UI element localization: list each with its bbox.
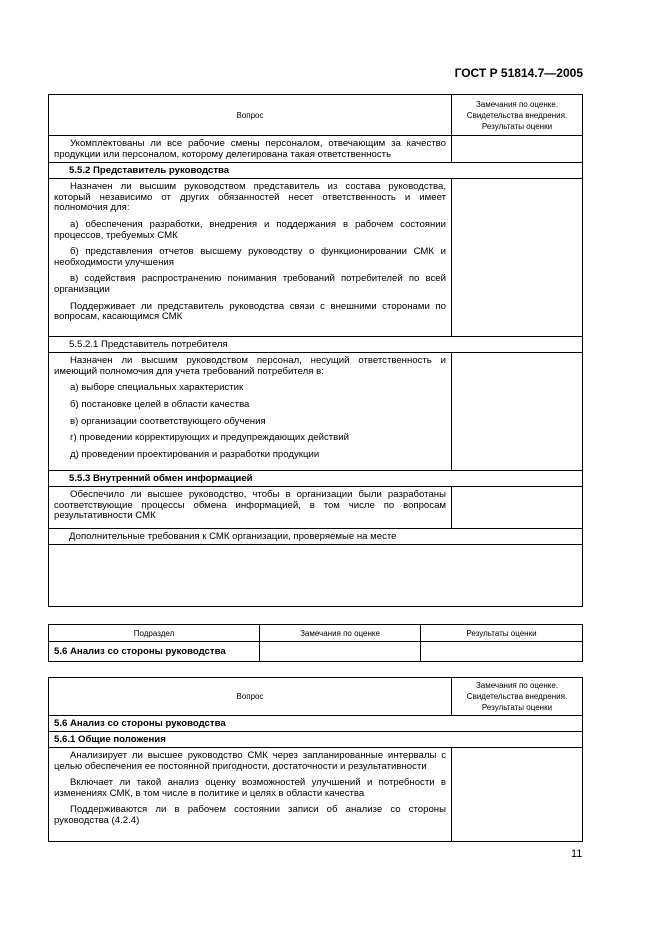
header-remarks-line-3: Результаты оценки (481, 121, 553, 131)
question-5521-a: а) выборе специальных характеристик (70, 382, 244, 394)
row-additional-blank (49, 545, 583, 607)
question-561-c: Поддерживаются ли в рабочем состоянии записи об анализе со стороны руководства (4.2.4) (54, 804, 446, 826)
section-row-5521 (49, 337, 583, 353)
section-row-561 (49, 732, 583, 748)
section-552-title: 5.5.2 Представитель руководства (49, 163, 583, 179)
remarks-cell (452, 179, 583, 337)
remarks-cell (452, 136, 583, 163)
header-remarks-line-2: Свидетельства внедрения. (466, 110, 568, 120)
header-question: Вопрос (49, 678, 452, 716)
question-552-b: б) представления отчетов высшему руководству о функционировании СМК и необходимости улучшения (54, 246, 446, 268)
page-number: 11 (571, 848, 583, 860)
row-additional-title (49, 529, 583, 545)
section-row-56 (49, 716, 583, 732)
header-remarks (452, 678, 583, 716)
header-remarks-line-1: Замечания по оценке. (475, 99, 559, 109)
question-561-b: Включает ли такой анализ оценку возможностей улучшений и потребности в изменениях СМК, в том числе в политике и целях в области качества (54, 777, 446, 799)
row-552-questions (49, 179, 583, 337)
table3-header-row (49, 678, 583, 716)
subsection-table (48, 624, 583, 662)
checklist-table-1 (48, 94, 583, 607)
section-5521-title: 5.5.2.1 Представитель потребителя (49, 337, 583, 353)
standard-designation: ГОСТ Р 51814.7—2005 (454, 66, 583, 80)
header-results: Результаты оценки (421, 625, 583, 642)
row-5521-questions (49, 353, 583, 471)
table2-header-row (49, 625, 583, 642)
header-remarks-line-2: Свидетельства внедрения. (466, 692, 568, 701)
header-remarks: Замечания по оценке (260, 625, 421, 642)
additional-requirements-blank (49, 545, 583, 607)
remarks-cell (452, 748, 583, 842)
row-561-questions (49, 748, 583, 842)
question-553: Обеспечило ли высшее руководство, чтобы в организации были разработаны соответствующие процессы обмена информацией, в том числе по вопросам результативности СМК (54, 489, 446, 522)
question-staff: Укомплектованы ли все рабочие смены персоналом, отвечающим за качество продукции или персоналом, которому делегирована такая ответственность (54, 138, 446, 160)
row-56 (49, 642, 583, 662)
table1-header-row (49, 95, 583, 136)
section-561-title: 5.6.1 Общие положения (49, 732, 583, 748)
question-5521-e: д) проведении проектирования и разработки продукции (70, 448, 320, 460)
checklist-table-2 (48, 677, 583, 842)
question-5521-d: г) проведении корректирующих и предупреждающих действий (70, 432, 349, 444)
remarks-cell (452, 487, 583, 529)
row-staff (49, 136, 583, 163)
section-row-553 (49, 471, 583, 487)
section-56-title: 5.6 Анализ со стороны руководства (49, 716, 583, 732)
question-552-intro: Назначен ли высшим руководством представитель из состава руководства, который независимо от других обязанностей несет ответственность и имеет полномочия для: (54, 181, 446, 214)
question-552-c: в) содействия распространению понимания требований потребителей по всей организации (54, 273, 446, 295)
row-553-question (49, 487, 583, 529)
subsection-56-title: 5.6 Анализ со стороны руководства (49, 642, 260, 662)
question-552-a: а) обеспечения разработки, внедрения и поддержания в рабочем состоянии процессов, требуемых СМК (54, 218, 446, 241)
section-553-title: 5.5.3 Внутренний обмен информацией (49, 471, 583, 487)
header-remarks (452, 95, 583, 136)
question-561-a: Анализирует ли высшее руководство СМК через запланированные интервалы с целью обеспечения ее постоянной пригодности, достаточности и результативности (54, 750, 446, 772)
remarks-cell (260, 642, 421, 662)
additional-requirements-title: Дополнительные требования к СМК организации, проверяемые на месте (49, 529, 583, 545)
header-question: Вопрос (49, 95, 452, 136)
question-5521-b: б) постановке целей в области качества (70, 398, 250, 410)
results-cell (421, 642, 583, 662)
question-5521-intro: Назначен ли высшим руководством персонал, несущий ответственность и имеющий полномочия для учета требований потребителя в: (54, 355, 446, 377)
header-subsection: Подраздел (49, 625, 260, 642)
question-552-external: Поддерживает ли представитель руководства связи с внешними сторонами по вопросам, касающимся СМК (54, 300, 446, 323)
remarks-cell (452, 353, 583, 471)
question-5521-c: в) организации соответствующего обучения (70, 415, 266, 427)
section-row-552 (49, 163, 583, 179)
header-remarks-line-3: Результаты оценки (481, 703, 553, 712)
header-remarks-line-1: Замечания по оценке. (475, 681, 559, 690)
